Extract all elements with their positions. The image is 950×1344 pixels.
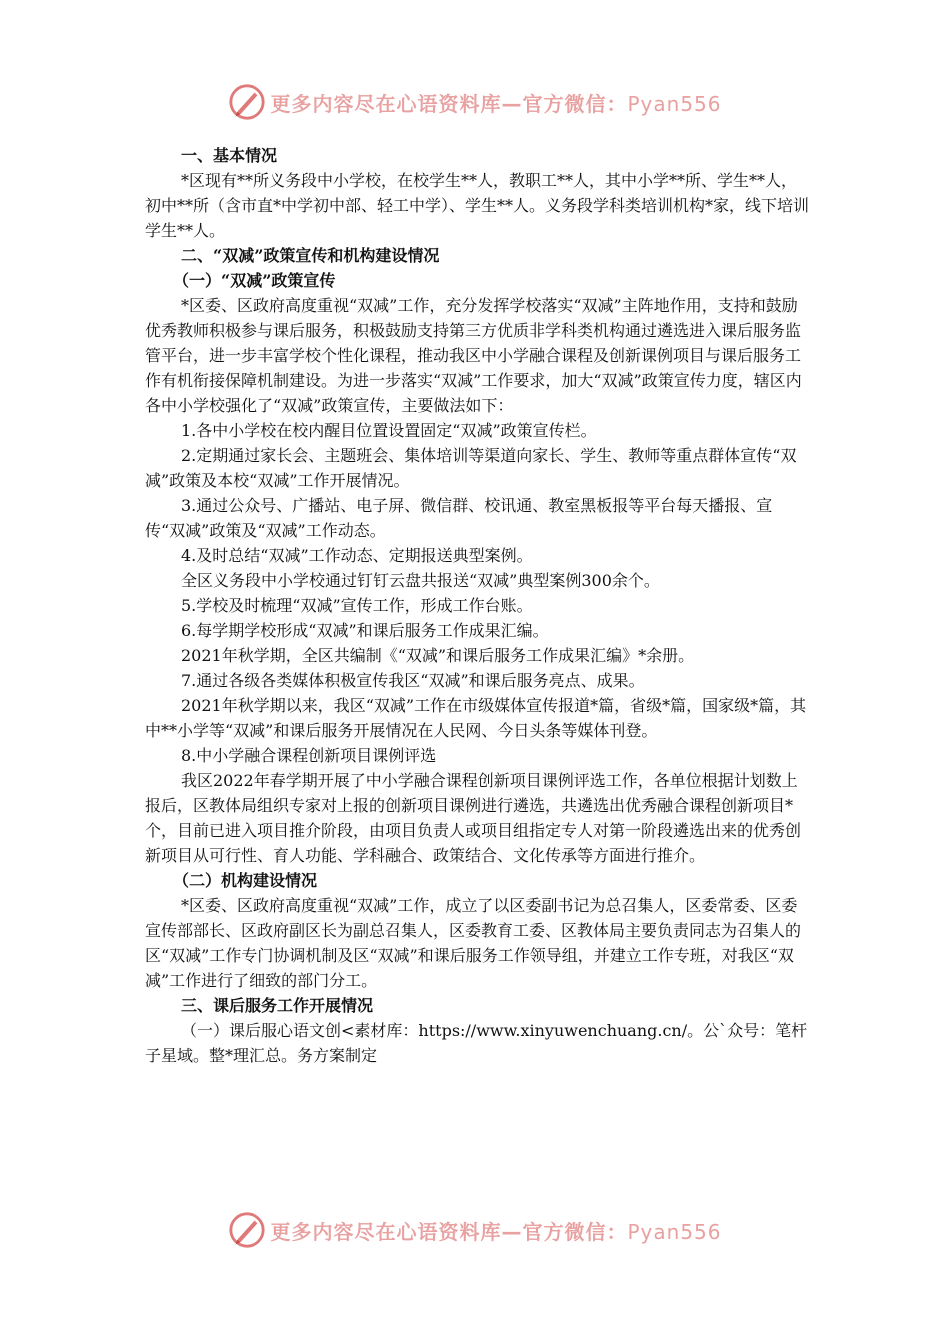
- paragraph: 4.及时总结“双减”工作动态、定期报送典型案例。: [181, 546, 533, 565]
- section-heading: （一）“双减”政策宣传: [173, 271, 336, 290]
- section-heading: 三、课后服务工作开展情况: [181, 996, 374, 1015]
- paragraph: 7.通过各级各类媒体积极宣传我区“双减”和课后服务亮点、成果。: [181, 671, 645, 690]
- document-body: [145, 143, 811, 1068]
- watermark-text: [270, 88, 721, 117]
- watermark-text: [270, 1216, 721, 1245]
- paragraph: *区委、区政府高度重视“双减”工作，成立了以区委副书记为总召集人，区委常委、区委宣传部部长、区政府副区长为副总召集人，区委教育工委、区教体局主要负责同志为召集人的区“双减”工作专门协调机制及区“双减”和课后服务工作领导组，并建立工作专班，对我区“双减”工作进行了细致的部门分工。: [145, 896, 802, 990]
- paragraph: 2021年秋学期，全区共编制《“双减”和课后服务工作成果汇编》*余册。: [181, 646, 695, 665]
- watermark-handle: Pyan556: [627, 1219, 722, 1244]
- paragraph: *区现有**所义务段中小学校，在校学生**人，教职工**人，其中小学**所、学生**人，初中**所（含市直*中学初中部、轻工中学）、学生**人。义务段学科类培训机构*家，线下培训学生**人。: [145, 171, 810, 240]
- paragraph: 全区义务段中小学校通过钉钉云盘共报送“双减”典型案例300余个。: [181, 571, 660, 590]
- watermark-handle: Pyan556: [627, 91, 722, 116]
- paragraph: 6.每学期学校形成“双减”和课后服务工作成果汇编。: [181, 621, 549, 640]
- paragraph: 2.定期通过家长会、主题班会、集体培训等渠道向家长、学生、教师等重点群体宣传“双减”政策及本校“双减”工作开展情况。: [145, 446, 797, 490]
- header-watermark: [0, 80, 950, 124]
- pen-logo-icon: [228, 1211, 266, 1249]
- watermark-label: 更多内容尽在心语资料库—官方微信：: [270, 1219, 628, 1244]
- footer-watermark: [0, 1208, 950, 1252]
- paragraph: 5.学校及时梳理“双减”宣传工作，形成工作台账。: [181, 596, 533, 615]
- paragraph: *区委、区政府高度重视“双减”工作，充分发挥学校落实“双减”主阵地作用，支持和鼓励优秀教师积极参与课后服务，积极鼓励支持第三方优质非学科类机构通过遴选进入课后服务监管平台，进一步丰富学校个性化课程，推动我区中小学融合课程及创新课例项目与课后服务工作有机衔接保障机制建设。为进一步落实“双减”工作要求，加大“双减”政策宣传力度，辖区内各中小学校强化了“双减”政策宣传，主要做法如下：: [145, 296, 802, 415]
- paragraph: 8.中小学融合课程创新项目课例评选: [181, 746, 437, 765]
- paragraph: 3.通过公众号、广播站、电子屏、微信群、校讯通、教室黑板报等平台每天播报、宣传“双减”政策及“双减”工作动态。: [145, 496, 773, 540]
- paragraph: （一）课后服心语文创<素材库：https://www.xinyuwenchuang.cn/。公`众号：笔杆子星域。整*理汇总。务方案制定: [145, 1021, 808, 1065]
- pen-logo-icon: [228, 83, 266, 121]
- section-heading: 一、基本情况: [181, 146, 278, 165]
- paragraph: 2021年秋学期以来，我区“双减”工作在市级媒体宣传报道*篇，省级*篇，国家级*篇，其中**小学等“双减”和课后服务开展情况在人民网、今日头条等媒体刊登。: [145, 696, 807, 740]
- watermark-label: 更多内容尽在心语资料库—官方微信：: [270, 91, 628, 116]
- section-heading: 二、“双减”政策宣传和机构建设情况: [181, 246, 440, 265]
- section-heading: （二）机构建设情况: [173, 871, 318, 890]
- paragraph: 我区2022年春学期开展了中小学融合课程创新项目课例评选工作，各单位根据计划数上报后，区教体局组织专家对上报的创新项目课例进行遴选，共遴选出优秀融合课程创新项目*个，目前已进入项目推介阶段，由项目负责人或项目组指定专人对第一阶段遴选出来的优秀创新项目从可行性、育人功能、学科融合、政策结合、文化传承等方面进行推介。: [145, 771, 802, 865]
- paragraph: 1.各中小学校在校内醒目位置设置固定“双减”政策宣传栏。: [181, 421, 597, 440]
